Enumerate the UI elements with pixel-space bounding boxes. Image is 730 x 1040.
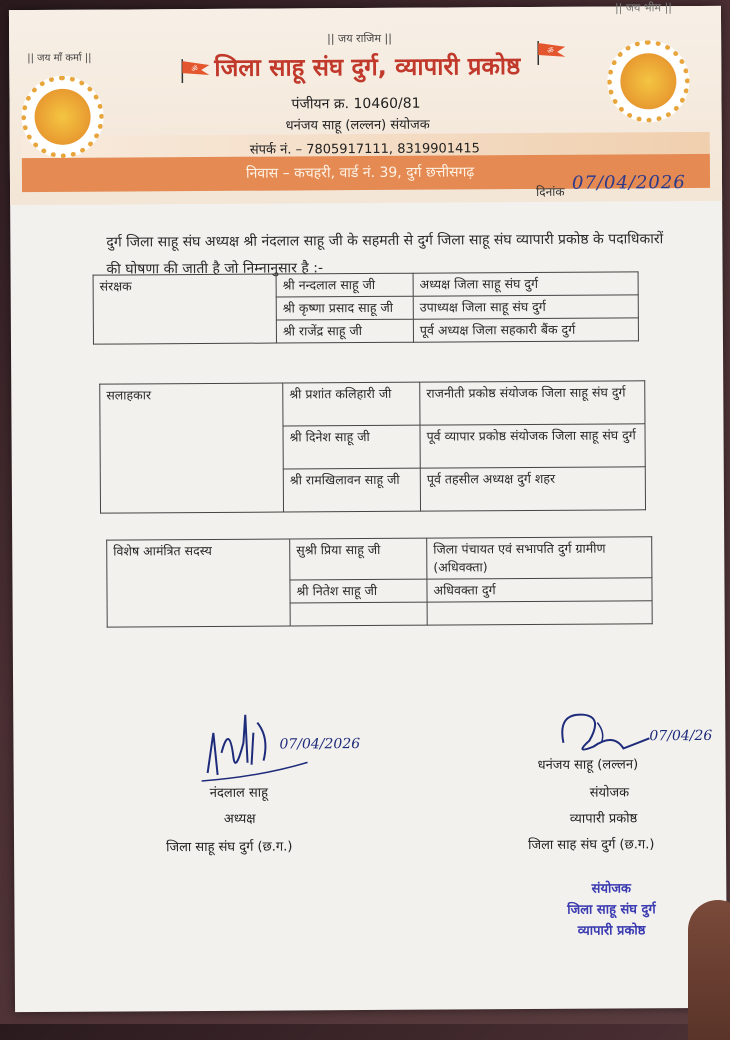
president-role: अध्यक्ष [224, 809, 256, 827]
patrons-table [93, 271, 639, 344]
member-post-cell: अधिवक्ता दुर्ग [427, 578, 652, 602]
table-row [107, 537, 652, 581]
member-post-cell [427, 601, 652, 625]
member-post-cell: पूर्व तहसील अध्यक्ष दुर्ग शहर [420, 467, 645, 511]
category-cell: संरक्षक [93, 274, 276, 344]
table-row [93, 272, 638, 298]
date-label: दिनांक [536, 183, 565, 200]
member-name-cell: श्री रामखिलावन साहू जी [283, 468, 420, 512]
president-organization: जिला साहू संघ दुर्ग (छ.ग.) [166, 836, 292, 855]
member-name-cell: श्री नन्दलाल साहू जी [276, 273, 413, 297]
table-row [100, 381, 645, 427]
member-post-cell: जिला पंचायत एवं सभापति दुर्ग ग्रामीण (अधिवक्ता) [427, 537, 652, 579]
advisors-table [99, 380, 646, 513]
invocation-right: || जय भीम || [615, 0, 672, 15]
convener-department: व्यापारी प्रकोष्ठ [570, 808, 637, 826]
organization-title: जिला साहू संघ दुर्ग, व्यापारी प्रकोष्ठ [214, 49, 520, 84]
category-cell: सलाहकार [100, 383, 284, 513]
member-name-cell: श्री राजेंद्र साहू जी [276, 319, 413, 343]
member-post-cell: राजनीती प्रकोष्ठ संयोजक जिला साहू संघ दुर्ग [420, 381, 645, 425]
invocation-left: || जय माँ कर्मा || [27, 50, 91, 64]
contact-numbers: संपर्क नं. – 7805917111, 8319901415 [250, 138, 480, 157]
svg-text:ॐ: ॐ [191, 65, 198, 73]
finger-holding-paper [688, 900, 730, 1040]
date-value-handwritten: 07/04/2026 [572, 172, 686, 194]
member-post-cell: अध्यक्ष जिला साहू संघ दुर्ग [413, 272, 638, 296]
convener-signature-date: 07/04/26 [649, 728, 712, 744]
letterhead-document [9, 6, 727, 1012]
convener-sign-role: संयोजक [590, 782, 629, 800]
temple-emblem-icon [620, 53, 676, 109]
temple-emblem-icon [34, 89, 90, 145]
official-stamp [536, 878, 686, 942]
member-post-cell: पूर्व व्यापार प्रकोष्ठ संयोजक जिला साहू संघ दुर्ग [420, 424, 645, 468]
svg-text:ॐ: ॐ [547, 47, 554, 55]
president-signature-date: 07/04/2026 [279, 736, 360, 752]
member-name-cell: श्री प्रशांत कलिहारी जी [283, 382, 420, 426]
convener-name: धनंजय साहू (लल्लन) संयोजक [286, 115, 430, 134]
member-name-cell: श्री दिनेश साहू जी [283, 425, 420, 469]
invocation-center: || जय राजिम || [327, 31, 392, 46]
president-name: नंदलाल साहू [210, 783, 268, 801]
flag-icon [535, 41, 567, 65]
special-invitees-table [106, 536, 653, 627]
category-cell: विशेष आमंत्रित सदस्य [107, 539, 291, 627]
stamp-line-dept: व्यापारी प्रकोष्ठ [537, 920, 687, 942]
flag-icon [179, 59, 211, 83]
member-post-cell: उपाध्यक्ष जिला साहू संघ दुर्ग [413, 295, 638, 319]
registration-number: पंजीयन क्र. 10460/81 [291, 94, 420, 114]
member-name-cell: श्री कृष्णा प्रसाद साहू जी [276, 296, 413, 320]
member-name-cell: श्री नितेश साहू जी [290, 579, 427, 603]
left-logo-seal [21, 76, 103, 158]
stamp-line-org: जिला साहू संघ दुर्ग [536, 899, 686, 921]
member-name-cell: सुश्री प्रिया साहू जी [290, 538, 427, 580]
convener-organization: जिला साह संघ दुर्ग (छ.ग.) [528, 834, 654, 853]
address-line: निवास – कचहरी, वार्ड नं. 39, दुर्ग छत्तीसगढ़ [246, 162, 474, 182]
member-name-cell [290, 602, 427, 626]
announcement-text: दुर्ग जिला साहू संघ अध्यक्ष श्री नंदलाल साहू जी के सहमती से दुर्ग जिला साहू संघ व्यापारी प्रकोष्ठ के पदाधिकारों की घोषणा की जाती है जो निम्नानुसार है :- [106, 226, 666, 283]
stamp-line-role: संयोजक [536, 878, 686, 900]
convener-sign-name: धनंजय साहू (लल्लन) [538, 754, 639, 773]
right-logo-seal [607, 40, 689, 122]
member-post-cell: पूर्व अध्यक्ष जिला सहकारी बैंक दुर्ग [413, 318, 638, 342]
